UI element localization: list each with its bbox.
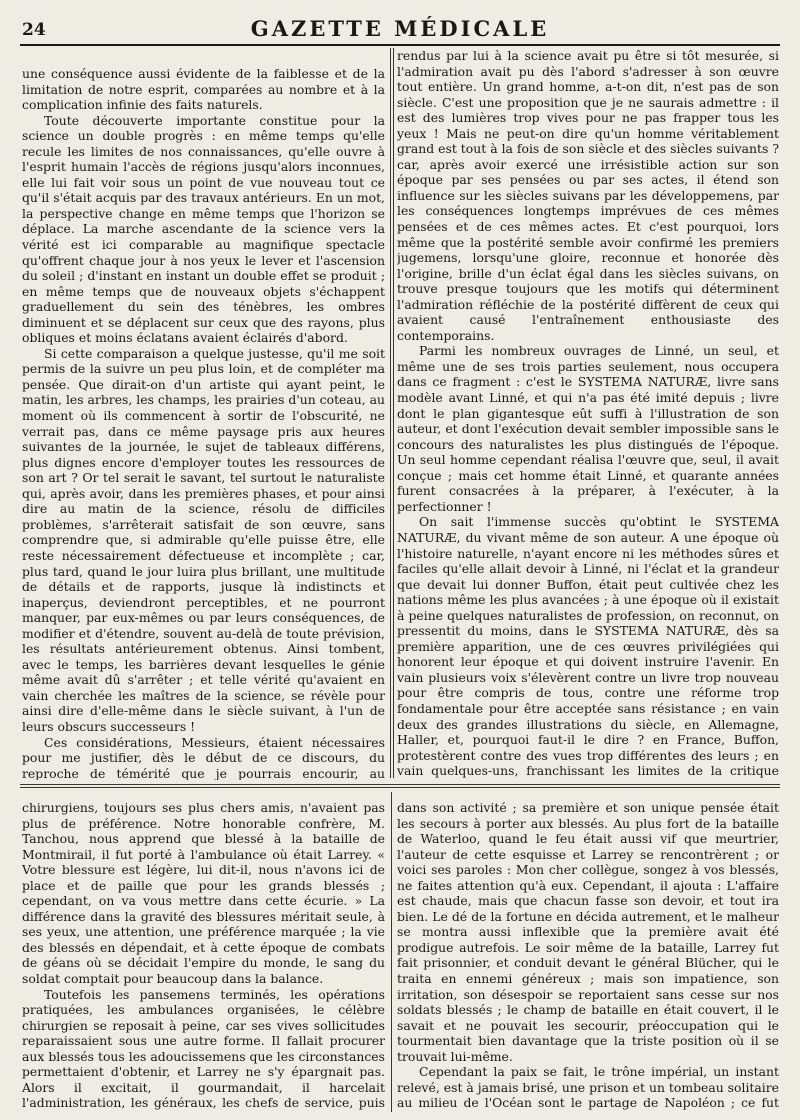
- column-divider: [393, 48, 394, 778]
- feuilleton-column-left: [22, 800, 385, 1112]
- paragraph: Ces considérations, Messieurs, étaient nécessaires pour me justifier, dès le début de ce discours, du reproche de témérité que je pourrais encourir, au: [22, 734, 385, 780]
- page-header: [20, 14, 780, 46]
- paragraph: dans son activité ; sa première et son unique pensée était les secours à porter aux blessés. Au plus fort de la bataille de Waterloo, quand le feu était aussi vif que meurtrier, l'auteur de cette esquisse et Larrey se rencontrèrent ; or voici ses paroles : Mon cher collègue, songez à vos blessés, ne faites attention qu'à eux. Cependant, il ajouta : L'affaire est chaude, mais que chacun fasse son devoir, et tout ira bien. Le dé de la fortune en décida autrement, et le malheur se montra aussi inflexible que la première avait été prodigue autrefois. Le soir même de la bataille, Larrey fut fait prisonnier, et conduit devant le général Blücher, qui le traita en ennemi généreux ; mais son impatience, son irritation, son désespoir se reportaient sans cesse sur nos soldats blessés ; le champ de bataille en était couvert, il le savait et ne pouvait les secourir, préoccupation qui le tourmentait bien davantage que la triste position où il se trouvait lui-même.: [397, 800, 779, 1064]
- column-divider: [390, 48, 391, 778]
- paragraph: chirurgiens, toujours ses plus chers amis, n'avaient pas plus de préférence. Notre honorable confrère, M. Tanchou, nous apprend que blessé à la bataille de Montmirail, il fut porté à l'ambulance où était Larrey. « Votre blessure est légère, lui dit-il, nous n'avons ici de place et de paille que pour les grands blessés ; cependant, on va vous mettre dans cette écurie. » La différence dans la gravité des blessures méritait seule, à ses yeux, une attention, une préférence marquée ; la vie des blessés en dépendait, et à cette époque de combats de géans où se décidait l'empire du monde, le sang du soldat comptait pour beaucoup dans la balance.: [22, 800, 385, 987]
- paragraph: Toutefois les pansemens terminés, les opérations pratiquées, les ambulances organisées, le célèbre chirurgien se reposait à peine, car ses vives sollicitudes reparaissaient sous une autre forme. Il fallait procurer aux blessés tous les adoucissemens que les circonstances permettaient d'obtenir, et Larrey ne s'y épargnait pas. Alors il excitait, il gourmandait, il harcelait l'administration, les généraux, les chefs de service, puis: [22, 986, 385, 1111]
- paragraph: On sait l'immense succès qu'obtint le SYSTEMA NATURÆ, du vivant même de son auteur. A une époque où l'histoire naturelle, n'ayant encore ni les méthodes sûres et faciles qu'elle allait devoir à Linné, ni l'éclat et la grandeur que devait lui donner Buffon, était peut cultivée chez les nations même les plus avancées ; à une époque où il existait à peine quelques naturalistes de profession, on reconnut, on pressentit du moins, dans le SYSTEMA NATURÆ, dès sa première apparition, une de ces œuvres privilégiées qui honorent leur époque et qui doivent instruire l'avenir. En vain plusieurs voix s'élevèrent contre un livre trop nouveau pour être compris de tous, contre une réforme trop fondamentale pour être acceptée sans résistance ; en vain deux des grandes illustrations du siècle, en Allemagne, Haller, et, pourquoi faut-il le dire ? en France, Buffon, protestèrent contre des vues trop différentes des leurs ; en vain quelques-uns, franchissant les limites de la critique: [397, 514, 779, 779]
- column-divider: [391, 792, 392, 1112]
- paragraph: rendus par lui à la science avait pu être si tôt mesurée, si l'admiration avait pu dès l'abord s'adresser à son œuvre tout entière. Un grand homme, a-t-on dit, n'est pas de son siècle. C'est une proposition que je ne saurais admettre : il est des lumières trop vives pour ne pas frapper tous les yeux ! Mais ne peut-on dire qu'un homme véritablement grand est tout à la fois de son siècle et des siècles suivants ? car, après avoir exercé une irrésistible action sur son époque par ses pensées ou par ses actes, il étend son influence sur les siècles suivans par les développemens, par les conséquences longtemps imprévues de ces mêmes pensées et de ces mêmes actes. Et c'est pourquoi, lors même que la postérité semble avoir confirmé les premiers jugemens, lorsqu'une gloire, reconnue et honorée dès l'origine, brille d'un éclat égal dans les siècles suivans, on trouve presque toujours que les motifs qui déterminent l'admiration réfléchie de la postérité diffèrent de ceux qui avaient causé l'entraînement enthousiaste des contemporains.: [397, 48, 779, 343]
- masthead-title: GAZETTE MÉDICALE: [250, 16, 550, 41]
- article-column-top-left: [22, 66, 385, 780]
- paragraph: Parmi les nombreux ouvrages de Linné, un seul, et même une de ses trois parties seulement, nous occupera dans ce fragment : c'est le SYSTEMA NATURÆ, livre sans modèle avant Linné, et qui n'a pas été imité depuis ; livre dont le plan gigantesque eût suffi à l'illustration de son auteur, et dont l'exécution devait sembler impossible sans le concours des naturalistes les plus distingués de l'époque. Un seul homme cependant réalisa l'œuvre que, seul, il avait conçue ; mais cet homme était Linné, et quarante années furent consacrées à la préparer, à l'exécuter, à la perfectionner !: [397, 343, 779, 514]
- article-column-top-right: [397, 48, 779, 780]
- paragraph: Si cette comparaison a quelque justesse, qu'il me soit permis de la suivre un peu plus loin, et de compléter ma pensée. Que dirait-on d'un artiste qui ayant peint, le matin, les arbres, les champs, les prairies d'un coteau, au moment où ils commencent à sortir de l'obscurité, ne verrait pas, dans ce même paysage pris aux heures suivantes de la journée, le sujet de tableaux différens, plus dignes encore d'employer toutes les ressources de son art ? Or tel serait le savant, tel surtout le naturaliste qui, après avoir, dans les premières phases, et pour ainsi dire au matin de la science, résolu de difficiles problèmes, s'arrêterait satisfait de son œuvre, sans comprendre que, si admirable qu'elle puisse être, elle reste nécessairement défectueuse et incomplète ; car, plus tard, quand le jour luira plus brillant, une multitude de détails et de rapports, jusque là indistincts et inaperçus, deviendront perceptibles, et ne pourront manquer, par eux-mêmes ou par leurs conséquences, de modifier et d'étendre, souvent au-delà de toute prévision, les résultats antérieurement obtenus. Ainsi tombent, avec le temps, les barrières devant lesquelles le génie même avait dû s'arrêter ; et telle vérité qu'avaient en vain cherchée les maîtres de la science, se révèle pour ainsi dire d'elle-même dans le siècle suivant, à l'un de leurs obscurs successeurs !: [22, 345, 385, 734]
- page-number: 24: [22, 20, 46, 40]
- section-divider: [20, 787, 780, 788]
- feuilleton-column-right: [397, 800, 779, 1112]
- paragraph: Cependant la paix se fait, le trône impérial, un instant relevé, est à jamais brisé, une prison et un tombeau solitaire au milieu de l'Océan sont le partage de Napoléon ; ce fut: [397, 1064, 779, 1111]
- paragraph: Toute découverte importante constitue pour la science un double progrès : en même temps qu'elle recule les limites de nos connaissances, qu'elle ouvre à l'esprit humain l'accès de régions jusqu'alors inconnues, elle lui fait voir sous un point de vue nouveau tout ce qu'il s'était acquis par des travaux antérieurs. En un mot, la perspective change en même temps que l'horizon se déplace. La marche ascendante de la science vers la vérité est ici comparable au magnifique spectacle qu'offrent chaque jour à nos yeux le lever et l'ascension du soleil ; d'instant en instant un double effet se produit ; en même temps que de nouveaux objets s'échappent graduellement du sein des ténèbres, les ombres diminuent et se déplacent sur ceux que des rayons, plus obliques et moins éclatans avaient éclairés d'abord.: [22, 112, 385, 346]
- paragraph: une conséquence aussi évidente de la faiblesse et de la limitation de notre esprit, comparées au nombre et à la complication infinie des faits naturels.: [22, 66, 385, 113]
- section-divider: [20, 784, 780, 785]
